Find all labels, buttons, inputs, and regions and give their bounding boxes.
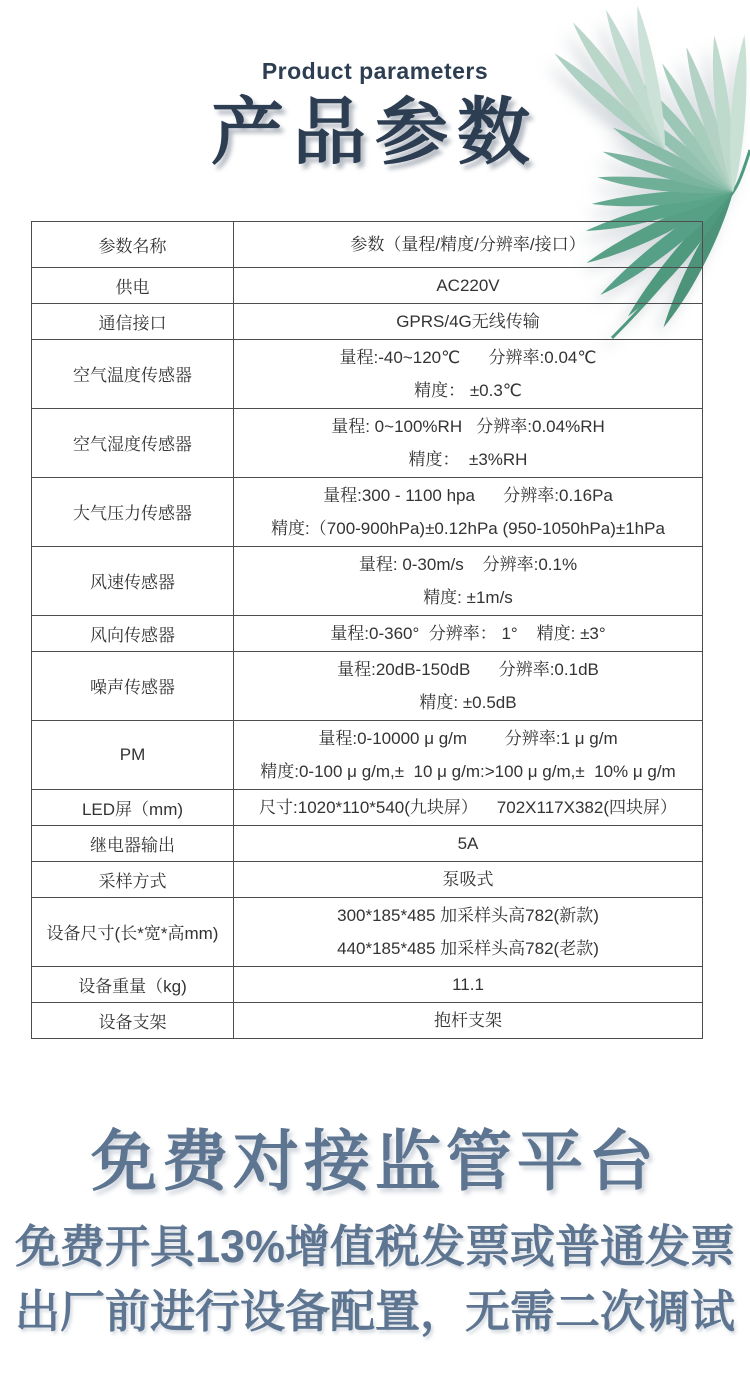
param-value-cell <box>234 789 703 825</box>
param-value-line: GPRS/4G无线传输 <box>396 311 540 331</box>
table-row <box>32 861 703 897</box>
param-value-cell <box>234 1002 703 1038</box>
footer-line-1: 免费开具13%增值税发票或普通发票 <box>14 1220 736 1272</box>
param-value-line: 精度: ±1m/s <box>423 587 513 607</box>
param-value-line: 量程:300 - 1100 hpa 分辨率:0.16Pa <box>323 485 613 505</box>
param-value-line: 量程:0-360° 分辨率： 1° 精度: ±3° <box>330 623 606 643</box>
param-value-line: 精度:0-100 μ g/m,± 10 μ g/m:>100 μ g/m,± 10% μ g/m <box>260 761 676 781</box>
table-row <box>32 825 703 861</box>
param-value-cell <box>234 267 703 303</box>
param-value-line: 精度: ±0.5dB <box>419 692 517 712</box>
param-value-cell <box>234 477 703 546</box>
param-name-cell: LED屏（mm) <box>32 789 234 825</box>
param-value-cell <box>234 966 703 1002</box>
subtitle-english: Product parameters <box>261 58 489 84</box>
param-value-cell <box>234 221 703 267</box>
param-value-cell <box>234 897 703 966</box>
table-row <box>32 339 703 408</box>
param-name-cell: 供电 <box>32 267 234 303</box>
param-name-cell: 噪声传感器 <box>32 651 234 720</box>
param-value-line: 量程:0-10000 μ g/m 分辨率:1 μ g/m <box>318 728 618 748</box>
param-value-line: 精度： ±0.3℃ <box>414 380 522 400</box>
param-value-line: 440*185*485 加采样头高782(老款) <box>337 938 599 958</box>
param-value-line: 精度： ±3%RH <box>408 449 528 469</box>
table-row <box>32 1002 703 1038</box>
param-value-line: 11.1 <box>452 974 484 994</box>
param-name-cell: 通信接口 <box>32 303 234 339</box>
param-value-cell <box>234 339 703 408</box>
table-row <box>32 477 703 546</box>
param-value-cell <box>234 651 703 720</box>
param-value-cell <box>234 408 703 477</box>
param-name-cell: 空气湿度传感器 <box>32 408 234 477</box>
param-value-cell <box>234 861 703 897</box>
table-row <box>32 303 703 339</box>
param-name-cell: 风向传感器 <box>32 615 234 651</box>
param-value-cell <box>234 303 703 339</box>
param-value-line: 尺寸:1020*110*540(九块屏） 702X117X382(四块屏） <box>259 797 677 817</box>
param-name-cell: 设备尺寸(长*宽*高mm) <box>32 897 234 966</box>
param-value-cell <box>234 720 703 789</box>
table-row <box>32 221 703 267</box>
param-name-cell: 参数名称 <box>32 221 234 267</box>
param-name-cell: 风速传感器 <box>32 546 234 615</box>
footer-line-2: 出厂前进行设备配置，无需二次调试 <box>14 1285 735 1337</box>
param-name-cell: 设备支架 <box>32 1002 234 1038</box>
param-name-cell: 采样方式 <box>32 861 234 897</box>
param-name-cell: 大气压力传感器 <box>32 477 234 546</box>
param-name-cell: 空气温度传感器 <box>32 339 234 408</box>
parameters-table-body <box>32 221 703 1038</box>
param-value-line: 精度:（700-900hPa)±0.12hPa (950-1050hPa)±1hPa <box>271 518 665 538</box>
param-name-cell: PM <box>32 720 234 789</box>
param-value-line: 泵吸式 <box>442 869 494 889</box>
table-row <box>32 966 703 1002</box>
param-value-line: 参数（量程/精度/分辨率/接口） <box>350 234 586 254</box>
table-row <box>32 651 703 720</box>
param-value-line: AC220V <box>436 275 500 295</box>
param-name-cell: 继电器输出 <box>32 825 234 861</box>
footer-headline: 免费对接监管平台 <box>91 1123 659 1198</box>
param-value-cell <box>234 615 703 651</box>
table-row <box>32 615 703 651</box>
table-row <box>32 789 703 825</box>
table-row <box>32 546 703 615</box>
param-value-line: 量程:20dB-150dB 分辨率:0.1dB <box>337 659 599 679</box>
parameters-table <box>31 221 703 1039</box>
table-row <box>32 720 703 789</box>
param-value-line: 300*185*485 加采样头高782(新款) <box>337 905 599 925</box>
param-value-line: 抱杆支架 <box>434 1010 502 1030</box>
table-row <box>32 897 703 966</box>
param-value-line: 量程: 0-30m/s 分辨率:0.1% <box>358 554 578 574</box>
table-row <box>32 267 703 303</box>
param-value-line: 5A <box>457 833 479 853</box>
table-row <box>32 408 703 477</box>
page-title: 产品参数 <box>211 92 539 173</box>
param-value-line: 量程:-40~120℃ 分辨率:0.04℃ <box>339 347 597 367</box>
param-name-cell: 设备重量（kg) <box>32 966 234 1002</box>
param-value-line: 量程: 0~100%RH 分辨率:0.04%RH <box>331 416 605 436</box>
param-value-cell <box>234 546 703 615</box>
param-value-cell <box>234 825 703 861</box>
